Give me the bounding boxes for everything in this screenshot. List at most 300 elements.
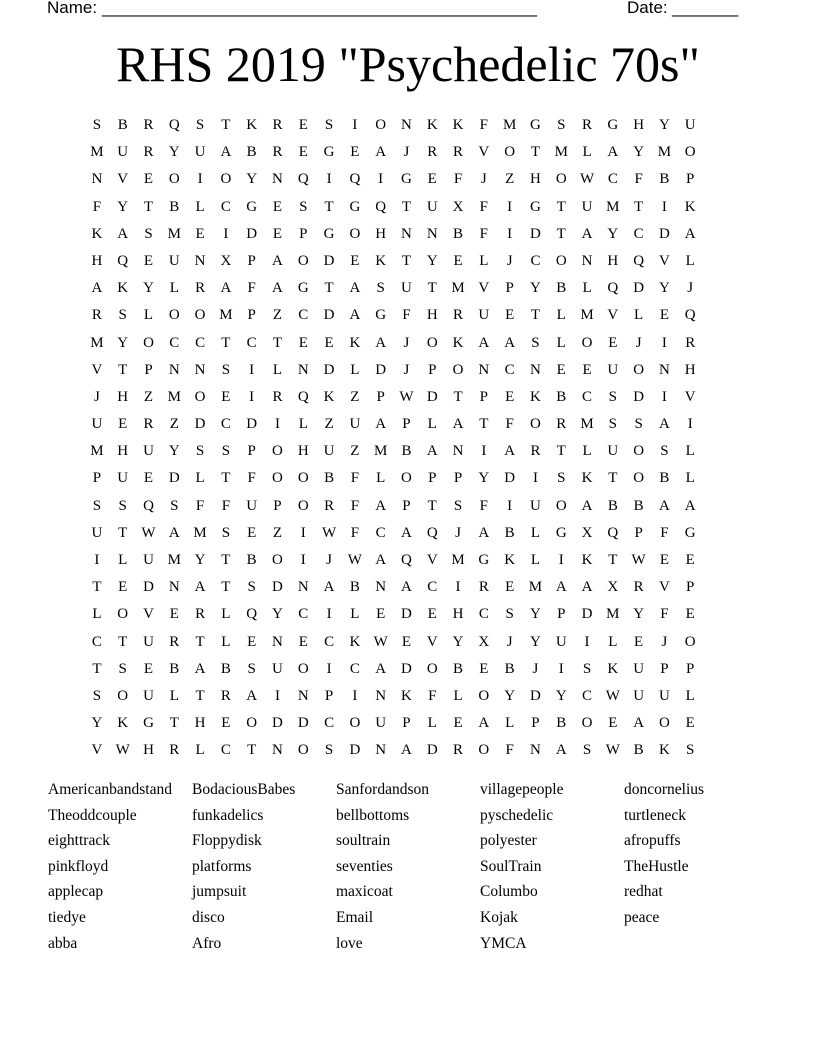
grid-letter: P: [402, 416, 411, 433]
grid-row: [84, 170, 732, 197]
grid-letter: S: [195, 117, 205, 133]
word-item: jumpsuit: [192, 883, 247, 901]
grid-letter: A: [555, 579, 567, 596]
grid-letter: G: [478, 552, 490, 568]
word-item: doncornelius: [624, 781, 705, 798]
grid-letter: O: [530, 416, 541, 433]
grid-letter: U: [246, 497, 258, 514]
grid-letter: T: [401, 252, 412, 269]
grid-letter: L: [298, 416, 308, 433]
grid-letter: M: [554, 144, 568, 161]
grid-letter: T: [221, 579, 231, 596]
word-column: [624, 780, 768, 959]
grid-letter: B: [556, 388, 567, 405]
grid-letter: C: [298, 307, 309, 324]
grid-letter: V: [143, 606, 154, 623]
grid-letter: R: [478, 579, 489, 596]
grid-letter: D: [246, 416, 258, 433]
grid-letter: R: [143, 117, 154, 133]
grid-letter: I: [197, 171, 203, 188]
grid-letter: D: [426, 742, 438, 759]
grid-letter: D: [246, 225, 258, 242]
grid-letter: G: [143, 715, 154, 732]
grid-letter: A: [220, 144, 232, 161]
grid-letter: N: [272, 171, 283, 188]
grid-letter: N: [452, 443, 464, 460]
grid-letter: S: [557, 470, 566, 487]
grid-letter: U: [581, 198, 593, 215]
grid-letter: O: [297, 497, 309, 514]
grid-letter: S: [247, 660, 256, 677]
grid-letter: W: [579, 171, 595, 188]
grid-letter: N: [375, 742, 387, 759]
grid-letter: C: [375, 524, 386, 541]
grid-letter: B: [220, 660, 231, 677]
grid-letter: Q: [246, 606, 258, 623]
grid-letter: E: [143, 171, 154, 188]
grid-letter: X: [607, 579, 619, 596]
grid-letter: A: [375, 497, 387, 514]
grid-letter: E: [505, 579, 515, 596]
grid-letter: Y: [633, 606, 645, 623]
grid-letter: P: [247, 252, 256, 269]
grid-letter: D: [426, 388, 438, 405]
grid-letter: V: [478, 280, 490, 297]
grid-letter: M: [193, 524, 207, 541]
grid-letter: L: [427, 416, 437, 433]
grid-letter: L: [195, 742, 205, 759]
grid-letter: S: [608, 416, 617, 433]
grid-letter: L: [479, 252, 489, 269]
grid-letter: K: [323, 388, 335, 405]
grid-letter: R: [272, 117, 283, 133]
grid-letter: G: [246, 198, 258, 215]
grid-letter: R: [195, 606, 206, 623]
grid-letter: F: [428, 687, 437, 704]
grid-letter: H: [452, 606, 464, 623]
grid-letter: E: [298, 633, 308, 650]
grid-letter: D: [530, 687, 541, 704]
grid-letter: T: [118, 361, 128, 378]
grid-row: [84, 605, 732, 632]
grid-letter: Y: [530, 606, 541, 623]
grid-letter: S: [505, 606, 514, 623]
grid-letter: Y: [530, 633, 541, 650]
grid-letter: I: [274, 687, 280, 704]
grid-letter: R: [169, 633, 180, 650]
grid-letter: L: [169, 687, 179, 704]
grid-letter: Z: [272, 307, 283, 324]
word-item: villagepeople: [480, 781, 564, 798]
grid-letter: J: [506, 633, 513, 650]
grid-letter: L: [582, 443, 592, 460]
grid-letter: D: [659, 225, 670, 242]
grid-letter: V: [426, 552, 438, 568]
grid-letter: O: [297, 470, 309, 487]
grid-letter: R: [453, 307, 464, 324]
grid-letter: I: [249, 388, 255, 405]
header: [0, 0, 816, 20]
grid-letter: P: [479, 388, 489, 405]
grid-letter: Y: [555, 687, 567, 704]
grid-letter: V: [426, 633, 438, 650]
grid-letter: R: [453, 144, 464, 161]
grid-letter: O: [272, 552, 283, 568]
grid-letter: W: [141, 524, 156, 541]
grid-letter: K: [504, 552, 516, 568]
grid-letter: C: [324, 715, 335, 732]
grid-letter: D: [168, 470, 180, 487]
grid-letter: L: [556, 307, 566, 324]
grid-letter: Q: [426, 524, 438, 541]
grid-letter: L: [582, 144, 592, 161]
grid-letter: N: [297, 361, 309, 378]
grid-letter: Y: [633, 144, 645, 161]
grid-letter: S: [92, 497, 102, 514]
grid-letter: A: [117, 225, 129, 242]
grid-letter: O: [117, 606, 129, 623]
grid-letter: U: [117, 470, 129, 487]
grid-letter: V: [684, 388, 696, 405]
grid-letter: B: [246, 144, 257, 161]
grid-letter: I: [532, 470, 538, 487]
grid-letter: A: [401, 524, 412, 541]
word-list: [48, 780, 768, 959]
grid-letter: P: [686, 579, 695, 596]
grid-letter: D: [194, 416, 206, 433]
grid-letter: N: [581, 252, 593, 269]
grid-letter: C: [169, 334, 180, 351]
grid-letter: E: [350, 252, 360, 269]
grid-letter: I: [507, 497, 513, 514]
grid-row: [84, 741, 732, 768]
grid-letter: R: [169, 742, 180, 759]
grid-letter: P: [686, 171, 695, 188]
grid-letter: Y: [168, 443, 180, 460]
grid-letter: O: [349, 715, 361, 732]
grid-letter: H: [117, 443, 129, 460]
grid-letter: T: [324, 198, 334, 215]
grid-letter: I: [326, 660, 332, 677]
grid-letter: A: [555, 742, 567, 759]
grid-letter: A: [401, 579, 412, 596]
word-item: pyschedelic: [480, 806, 554, 824]
grid-letter: S: [660, 443, 669, 460]
grid-row: [84, 551, 732, 578]
grid-letter: N: [401, 117, 412, 133]
grid-letter: K: [452, 117, 464, 133]
grid-letter: G: [684, 524, 696, 541]
word-item: Theoddcouple: [48, 806, 137, 824]
grid-letter: B: [633, 497, 644, 514]
grid-letter: S: [144, 225, 153, 242]
grid-letter: Q: [117, 252, 129, 269]
grid-letter: S: [582, 742, 592, 759]
grid-letter: J: [506, 252, 513, 269]
grid-letter: M: [90, 443, 104, 460]
grid-letter: O: [272, 443, 283, 460]
grid-letter: J: [635, 334, 642, 351]
word-item: disco: [192, 908, 225, 926]
grid-letter: L: [195, 470, 205, 487]
grid-letter: T: [401, 198, 412, 215]
grid-letter: C: [607, 171, 618, 188]
grid-letter: O: [581, 334, 593, 351]
grid-letter: L: [453, 687, 463, 704]
grid-letter: R: [633, 579, 644, 596]
grid-letter: V: [659, 252, 670, 269]
grid-letter: K: [530, 388, 541, 405]
grid-letter: Z: [272, 524, 283, 541]
grid-letter: O: [297, 660, 309, 677]
grid-letter: Z: [505, 171, 515, 188]
grid-letter: B: [169, 198, 180, 215]
grid-letter: Q: [143, 497, 154, 514]
grid-letter: J: [326, 552, 332, 568]
grid-letter: N: [530, 361, 541, 378]
grid-letter: C: [582, 687, 593, 704]
word-item: soultrain: [336, 832, 391, 850]
grid-letter: N: [194, 361, 206, 378]
grid-row: [84, 687, 732, 714]
grid-letter: U: [607, 443, 619, 460]
grid-letter: F: [350, 470, 360, 487]
word-item: eighttrack: [48, 832, 110, 850]
grid-letter: L: [143, 307, 154, 324]
grid-letter: O: [478, 742, 490, 759]
grid-letter: Y: [91, 715, 103, 732]
grid-letter: M: [90, 334, 104, 351]
grid-letter: K: [401, 687, 412, 704]
grid-letter: S: [376, 280, 385, 297]
grid-letter: D: [323, 361, 335, 378]
grid-letter: H: [143, 742, 154, 759]
grid-letter: T: [221, 334, 231, 351]
grid-letter: L: [530, 524, 541, 541]
grid-letter: Y: [504, 687, 516, 704]
grid-letter: N: [272, 633, 283, 650]
grid-letter: E: [221, 388, 231, 405]
grid-letter: E: [247, 524, 257, 541]
grid-letter: S: [582, 660, 592, 677]
grid-letter: Q: [349, 171, 361, 188]
grid-letter: H: [633, 117, 645, 133]
grid-letter: U: [91, 524, 103, 541]
grid-letter: Q: [401, 552, 412, 568]
grid-letter: E: [608, 334, 618, 351]
grid-letter: U: [401, 280, 412, 297]
grid-letter: I: [378, 171, 384, 188]
grid-letter: R: [324, 497, 335, 514]
grid-letter: S: [634, 416, 643, 433]
grid-letter: O: [375, 117, 387, 133]
grid-letter: A: [504, 334, 516, 351]
grid-letter: F: [195, 497, 205, 514]
grid-letter: L: [685, 687, 695, 704]
grid-letter: U: [633, 660, 645, 677]
grid-letter: E: [143, 470, 154, 487]
grid-letter: K: [349, 633, 361, 650]
grid-letter: M: [502, 117, 517, 133]
grid-letter: P: [92, 470, 102, 487]
grid-letter: L: [350, 606, 360, 623]
word-item: YMCA: [480, 934, 527, 952]
grid-letter: Y: [426, 252, 438, 269]
grid-letter: Y: [272, 606, 283, 623]
grid-letter: L: [376, 470, 386, 487]
grid-letter: T: [272, 334, 283, 351]
word-item: abba: [48, 934, 78, 952]
grid-letter: S: [92, 687, 102, 704]
grid-letter: K: [117, 280, 129, 297]
grid-letter: P: [686, 660, 695, 677]
grid-letter: Q: [375, 198, 387, 215]
grid-letter: E: [118, 579, 128, 596]
grid-letter: T: [221, 552, 231, 568]
grid-letter: X: [452, 198, 464, 215]
grid-letter: D: [504, 470, 516, 487]
word-item: Columbo: [480, 883, 538, 901]
grid-row: [84, 578, 732, 605]
grid-letter: T: [530, 307, 541, 324]
grid-letter: O: [581, 715, 593, 732]
grid-letter: A: [684, 497, 696, 514]
grid-letter: R: [220, 687, 231, 704]
grid-letter: A: [375, 660, 387, 677]
grid-letter: B: [607, 497, 618, 514]
grid-letter: A: [452, 416, 464, 433]
grid-letter: O: [246, 715, 258, 732]
grid-letter: I: [687, 416, 693, 433]
grid-letter: D: [401, 660, 412, 677]
grid-letter: V: [659, 579, 670, 596]
grid-letter: H: [194, 715, 206, 732]
grid-letter: P: [402, 715, 411, 732]
grid-letter: E: [221, 715, 231, 732]
grid-letter: L: [530, 552, 541, 568]
grid-letter: D: [323, 307, 335, 324]
grid-letter: K: [659, 742, 670, 759]
grid-letter: O: [168, 171, 180, 188]
grid-letter: E: [401, 633, 412, 650]
grid-letter: A: [504, 443, 516, 460]
grid-letter: O: [297, 742, 309, 759]
grid-letter: T: [221, 117, 231, 133]
grid-letter: R: [530, 443, 541, 460]
grid-letter: E: [118, 416, 128, 433]
grid-letter: W: [605, 687, 620, 704]
grid-letter: O: [168, 307, 180, 324]
grid-letter: B: [633, 742, 644, 759]
grid-letter: E: [685, 715, 695, 732]
grid-letter: O: [659, 715, 670, 732]
grid-letter: P: [634, 524, 643, 541]
grid-row: [84, 524, 732, 551]
grid-letter: S: [608, 388, 617, 405]
grid-letter: B: [504, 660, 515, 677]
grid-letter: N: [426, 225, 438, 242]
grid-letter: I: [249, 361, 255, 378]
grid-letter: A: [401, 742, 412, 759]
grid-letter: A: [684, 225, 696, 242]
grid-letter: H: [375, 225, 387, 242]
word-column: [480, 780, 624, 959]
grid-letter: M: [451, 280, 465, 297]
grid-letter: I: [352, 117, 358, 133]
grid-row: [84, 660, 732, 687]
grid-letter: C: [91, 633, 102, 650]
grid-letter: Q: [168, 117, 180, 133]
grid-letter: Y: [143, 280, 154, 297]
grid-letter: I: [507, 225, 513, 242]
grid-letter: A: [91, 280, 103, 297]
grid-letter: E: [659, 552, 670, 568]
grid-letter: P: [557, 606, 566, 623]
grid-letter: M: [451, 552, 465, 568]
grid-letter: Z: [324, 416, 334, 433]
grid-letter: I: [223, 225, 229, 242]
grid-letter: D: [272, 579, 283, 596]
grid-letter: A: [375, 334, 387, 351]
grid-letter: B: [659, 171, 670, 188]
grid-letter: R: [272, 388, 283, 405]
grid-letter: M: [219, 307, 233, 324]
grid-letter: J: [403, 334, 410, 351]
grid-letter: V: [478, 144, 490, 161]
grid-letter: T: [608, 552, 618, 568]
grid-letter: A: [220, 280, 232, 297]
grid-letter: O: [401, 470, 412, 487]
grid-letter: D: [272, 715, 283, 732]
grid-letter: L: [272, 361, 283, 378]
grid-letter: O: [220, 171, 232, 188]
grid-letter: C: [324, 633, 335, 650]
grid-letter: N: [478, 361, 490, 378]
grid-letter: B: [169, 660, 180, 677]
grid-row: [84, 497, 732, 524]
grid-letter: S: [221, 443, 231, 460]
grid-letter: I: [661, 198, 667, 215]
grid-letter: D: [143, 579, 154, 596]
grid-letter: S: [324, 117, 334, 133]
grid-letter: S: [118, 497, 127, 514]
grid-letter: C: [530, 252, 541, 269]
grid-letter: T: [427, 497, 437, 514]
grid-letter: O: [555, 497, 567, 514]
word-item: redhat: [624, 883, 663, 901]
grid-letter: S: [531, 334, 540, 351]
word-item: seventies: [336, 857, 393, 875]
grid-letter: B: [659, 470, 670, 487]
grid-letter: R: [143, 144, 154, 161]
grid-letter: B: [556, 715, 567, 732]
word-item: tiedye: [48, 908, 86, 926]
grid-letter: P: [299, 225, 308, 242]
grid-letter: O: [143, 334, 154, 351]
grid-letter: F: [247, 470, 256, 487]
grid-letter: W: [631, 552, 646, 568]
grid-letter: K: [684, 198, 696, 215]
grid-letter: F: [660, 524, 669, 541]
grid-letter: A: [478, 334, 490, 351]
grid-letter: P: [660, 660, 669, 677]
grid-letter: Z: [350, 443, 360, 460]
grid-letter: V: [91, 361, 103, 378]
grid-letter: T: [608, 470, 618, 487]
grid-letter: U: [91, 416, 103, 433]
grid-letter: X: [581, 524, 593, 541]
grid-letter: M: [580, 416, 594, 433]
